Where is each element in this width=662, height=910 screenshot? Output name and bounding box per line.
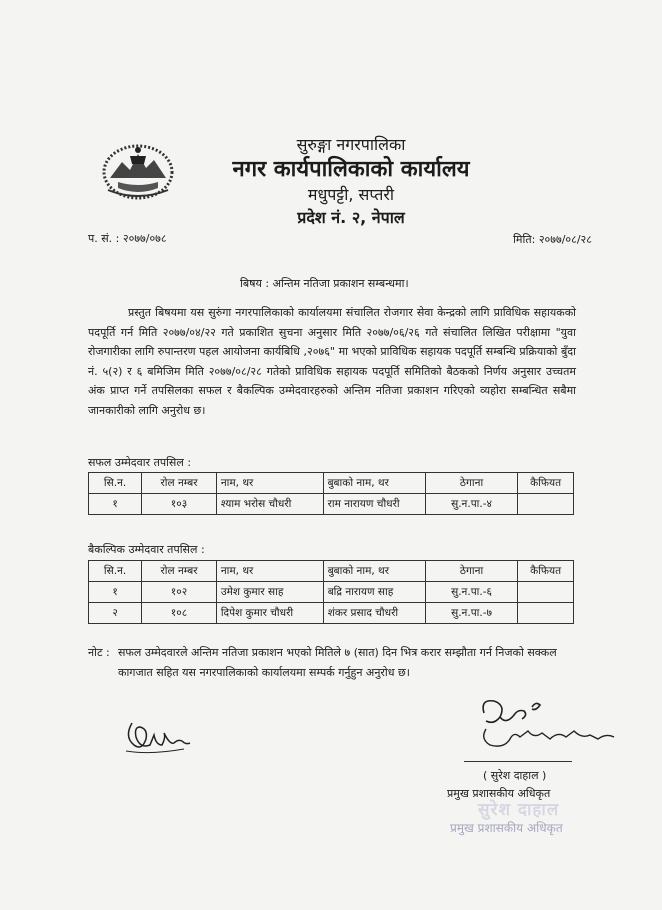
table-row xyxy=(89,494,574,515)
document-date: मिति: २०७७/०८/२८ xyxy=(513,233,592,246)
cell-roll: १०२ xyxy=(142,582,217,603)
col-name: नाम, थर xyxy=(216,473,323,494)
office-name: नगर कार्यपालिकाको कार्यालय xyxy=(232,157,470,182)
note-label: नोट : xyxy=(88,646,110,659)
col-father-name: बुबाको नाम, थर xyxy=(323,561,425,582)
col-roll: रोल नम्बर xyxy=(142,473,217,494)
col-address: ठेगाना xyxy=(425,561,517,582)
col-address: ठेगाना xyxy=(425,473,517,494)
alternate-candidates-table xyxy=(88,560,574,624)
body-paragraph: प्रस्तुत बिषयमा यस सुरुंगा नगरपालिकाको कार्यालयमा संचालित रोजगार सेवा केन्द्रको लागि प्राविधिक सहायकको पदपूर्ति गर्न मिति २०७७/०४/२२ गते प्रकाशित सुचना अनुसार मिति २०७७/०६/२६ गते संचालित लिखित परीक्षामा "युवा रोजगारीका लागि रुपान्तरण पहल आयोजना कार्यबिधि ,२०७६" मा भएको प्राविधिक सहायक पदपूर्ति सम्बन्धि प्रक्रियाको बुँदा नं. ५(२) र ६ बमिजिम मिति २०७७/०८/२८ गतेको प्राविधिक सहायक पदपूर्ति समितिको बैठकको निर्णय अनुसार उच्चतम अंक प्राप्त गर्ने तपसिलका सफल र बैकल्पिक उम्मेदवारहरुको अन्तिम नतिजा प्रकाशन गरिएको व्यहोरा सम्बन्धित सबैमा जानकारीको लागि अनुरोध छ। xyxy=(88,306,576,417)
stamp-title: प्रमुख प्रशासकीय अधिकृत xyxy=(450,821,563,835)
table-row xyxy=(89,582,574,603)
signatory-name: ( सुरेश दाहाल ) xyxy=(483,769,547,782)
office-province: प्रदेश नं. २, नेपाल xyxy=(297,208,405,227)
cell-serial: १ xyxy=(89,582,142,603)
cell-serial: २ xyxy=(89,603,142,624)
subject-line: बिषय : अन्तिम नतिजा प्रकाशन सम्बन्धमा। xyxy=(240,277,409,290)
cell-address: सु.न.पा.-४ xyxy=(425,494,517,515)
office-location: मधुपट्टी, सप्तरी xyxy=(307,185,395,204)
col-remarks: कैफियत xyxy=(518,561,574,582)
cell-father-name: बद्रि नारायण साह xyxy=(323,582,425,603)
cell-father-name: राम नारायण चौधरी xyxy=(323,494,425,515)
alternate-candidates-label: बैकल्पिक उम्मेदवार तपसिल : xyxy=(88,543,205,556)
cell-address: सु.न.पा.-६ xyxy=(425,582,517,603)
cell-remarks xyxy=(518,494,574,515)
table-header-row xyxy=(89,473,574,494)
col-name: नाम, थर xyxy=(216,561,323,582)
table-row xyxy=(89,603,574,624)
successful-candidates-table xyxy=(88,472,574,515)
reference-number: प. सं. : २०७७/०७८ xyxy=(88,232,167,245)
cell-father-name: शंकर प्रसाद चौधरी xyxy=(323,603,425,624)
cell-remarks xyxy=(518,603,574,624)
cell-roll: १०८ xyxy=(142,603,217,624)
cell-address: सु.न.पा.-७ xyxy=(425,603,517,624)
cell-name: उमेश कुमार साह xyxy=(216,582,323,603)
cell-roll: १०३ xyxy=(142,494,217,515)
col-roll: रोल नम्बर xyxy=(142,561,217,582)
municipality-name: सुरुङ्गा नगरपालिका xyxy=(296,135,406,154)
signature-line xyxy=(464,761,572,762)
table-header-row xyxy=(89,561,574,582)
cell-serial: १ xyxy=(89,494,142,515)
col-serial: सि.न. xyxy=(89,473,142,494)
col-father-name: बुबाको नाम, थर xyxy=(323,473,425,494)
handwritten-signature xyxy=(470,695,618,753)
col-serial: सि.न. xyxy=(89,561,142,582)
col-remarks: कैफियत xyxy=(518,473,574,494)
cell-remarks xyxy=(518,582,574,603)
handwritten-initial-signature xyxy=(120,715,192,757)
stamp-name: सुरेश दाहाल xyxy=(478,800,560,820)
note-text: सफल उम्मेदवारले अन्तिम नतिजा प्रकाशन भएको मितिले ७ (सात) दिन भित्र करार सम्झौता गर्न निजको सक्कल कागजात सहित यस नगरपालिकाको कार्यालयमा सम्पर्क गर्नुहुन अनुरोध छ। xyxy=(118,646,557,679)
cell-name: दिपेश कुमार चौधरी xyxy=(216,603,323,624)
successful-candidates-label: सफल उम्मेदवार तपसिल : xyxy=(88,456,192,469)
signatory-title: प्रमुख प्रशासकीय अधिकृत xyxy=(447,787,551,800)
cell-name: श्याम भरोस चौधरी xyxy=(216,494,323,515)
